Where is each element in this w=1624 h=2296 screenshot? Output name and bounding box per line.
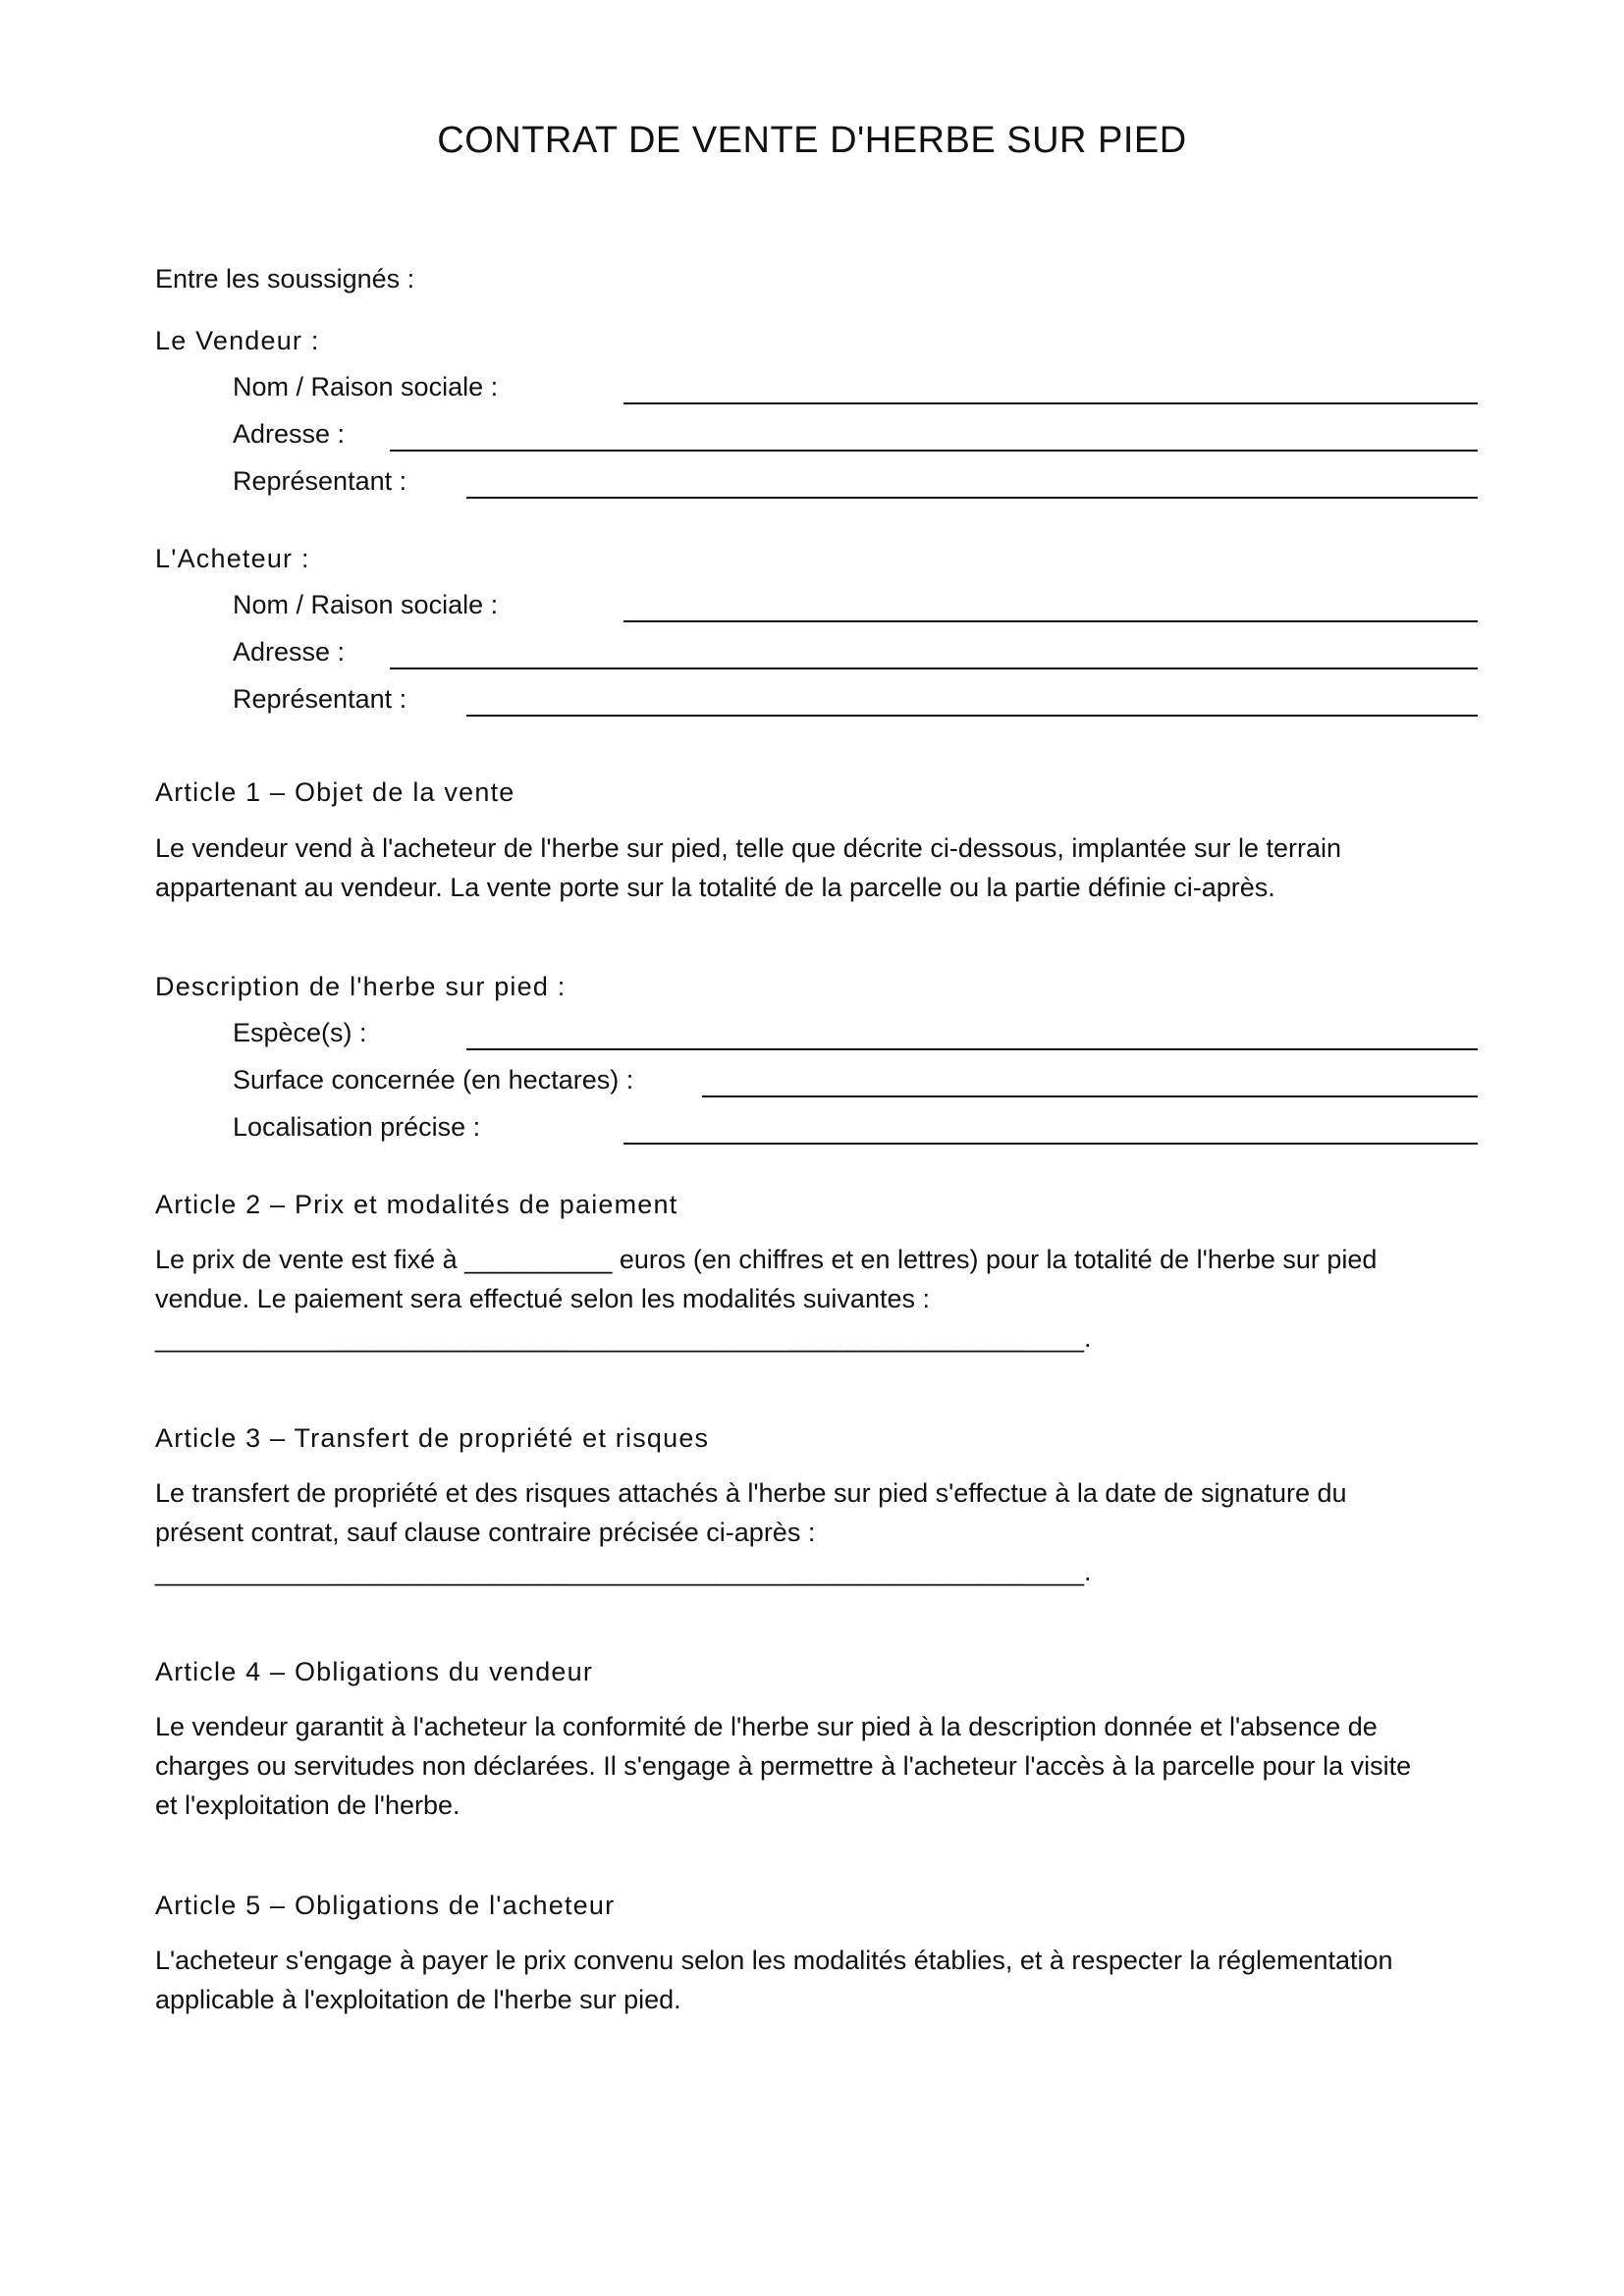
article1-line: Le vendeur vend à l'acheteur de l'herbe sur pied, telle que décrite ci-dessous, implantée sur le terrain (155, 833, 1342, 863)
article5-line: L'acheteur s'engage à payer le prix convenu selon les modalités établies, et à respecter la réglementation (155, 1946, 1393, 1975)
vendeur-nom-line[interactable] (623, 402, 1478, 404)
acheteur-representant-field[interactable] (233, 679, 1478, 719)
surface-field[interactable] (233, 1060, 1478, 1099)
article4-line: et l'exploitation de l'herbe. (155, 1790, 460, 1820)
acheteur-nom-label: Nom / Raison sociale : (233, 590, 499, 619)
article3-body (155, 1473, 1490, 1591)
article2-heading: Article 2 – Prix et modalités de paiement (155, 1190, 678, 1219)
vendeur-adresse-field[interactable] (233, 414, 1478, 454)
acheteur-adresse-field[interactable] (233, 632, 1478, 671)
article5-line: applicable à l'exploitation de l'herbe sur pied. (155, 1985, 681, 2014)
article2-line: Le prix de vente est fixé à __________ euros (en chiffres et en lettres) pour la totalité de l'herbe sur pied (155, 1245, 1378, 1274)
article4-line: charges ou servitudes non déclarées. Il s'engage à permettre à l'acheteur l'accès à la parcelle pour la visite (155, 1751, 1412, 1781)
article3-heading: Article 3 – Transfert de propriété et risques (155, 1423, 710, 1453)
acheteur-nom-line[interactable] (623, 620, 1478, 622)
acheteur-adresse-label: Adresse : (233, 637, 346, 667)
especes-label: Espèce(s) : (233, 1018, 367, 1047)
vendeur-nom-label: Nom / Raison sociale : (233, 372, 499, 401)
localisation-field[interactable] (233, 1107, 1478, 1147)
acheteur-adresse-line[interactable] (390, 667, 1478, 669)
acheteur-representant-label: Représentant : (233, 684, 407, 714)
localisation-label: Localisation précise : (233, 1112, 481, 1142)
article2-line: vendue. Le paiement sera effectué selon les modalités suivantes : (155, 1284, 930, 1313)
article1-line: appartenant au vendeur. La vente porte sur la totalité de la parcelle ou la partie définie ci-après. (155, 873, 1275, 902)
article1-heading: Article 1 – Objet de la vente (155, 777, 515, 807)
vendeur-heading: Le Vendeur : (155, 326, 320, 355)
article4-body (155, 1707, 1490, 1825)
vendeur-adresse-line[interactable] (390, 450, 1478, 452)
acheteur-nom-field[interactable] (233, 585, 1478, 624)
surface-label: Surface concernée (en hectares) : (233, 1065, 634, 1095)
especes-field[interactable] (233, 1013, 1478, 1052)
vendeur-adresse-label: Adresse : (233, 419, 346, 449)
surface-line[interactable] (702, 1095, 1478, 1097)
article3-line: Le transfert de propriété et des risques attachés à l'herbe sur pied s'effectue à la date de signature du (155, 1478, 1347, 1508)
acheteur-heading: L'Acheteur : (155, 544, 310, 573)
article3-line: présent contrat, sauf clause contraire précisée ci-après : (155, 1518, 816, 1547)
article4-line: Le vendeur garantit à l'acheteur la conformité de l'herbe sur pied à la description donnée et l'absence de (155, 1712, 1378, 1741)
localisation-line[interactable] (623, 1143, 1478, 1145)
vendeur-nom-field[interactable] (233, 367, 1478, 406)
article2-blank-line[interactable]: _______________________________________________________________. (155, 1323, 1092, 1353)
vendeur-representant-label: Représentant : (233, 466, 407, 496)
acheteur-representant-line[interactable] (466, 715, 1478, 717)
vendeur-representant-field[interactable] (233, 461, 1478, 501)
article4-heading: Article 4 – Obligations du vendeur (155, 1657, 594, 1686)
description-heading: Description de l'herbe sur pied : (155, 972, 567, 1001)
article1-body (155, 828, 1490, 907)
especes-line[interactable] (466, 1048, 1478, 1050)
intro-text: Entre les soussignés : (155, 264, 415, 294)
vendeur-representant-line[interactable] (466, 497, 1478, 499)
document-title: CONTRAT DE VENTE D'HERBE SUR PIED (437, 120, 1187, 161)
article5-heading: Article 5 – Obligations de l'acheteur (155, 1891, 616, 1920)
article3-blank-line[interactable]: _______________________________________________________________. (155, 1557, 1092, 1586)
article5-body (155, 1941, 1490, 2019)
article2-body (155, 1240, 1490, 1358)
